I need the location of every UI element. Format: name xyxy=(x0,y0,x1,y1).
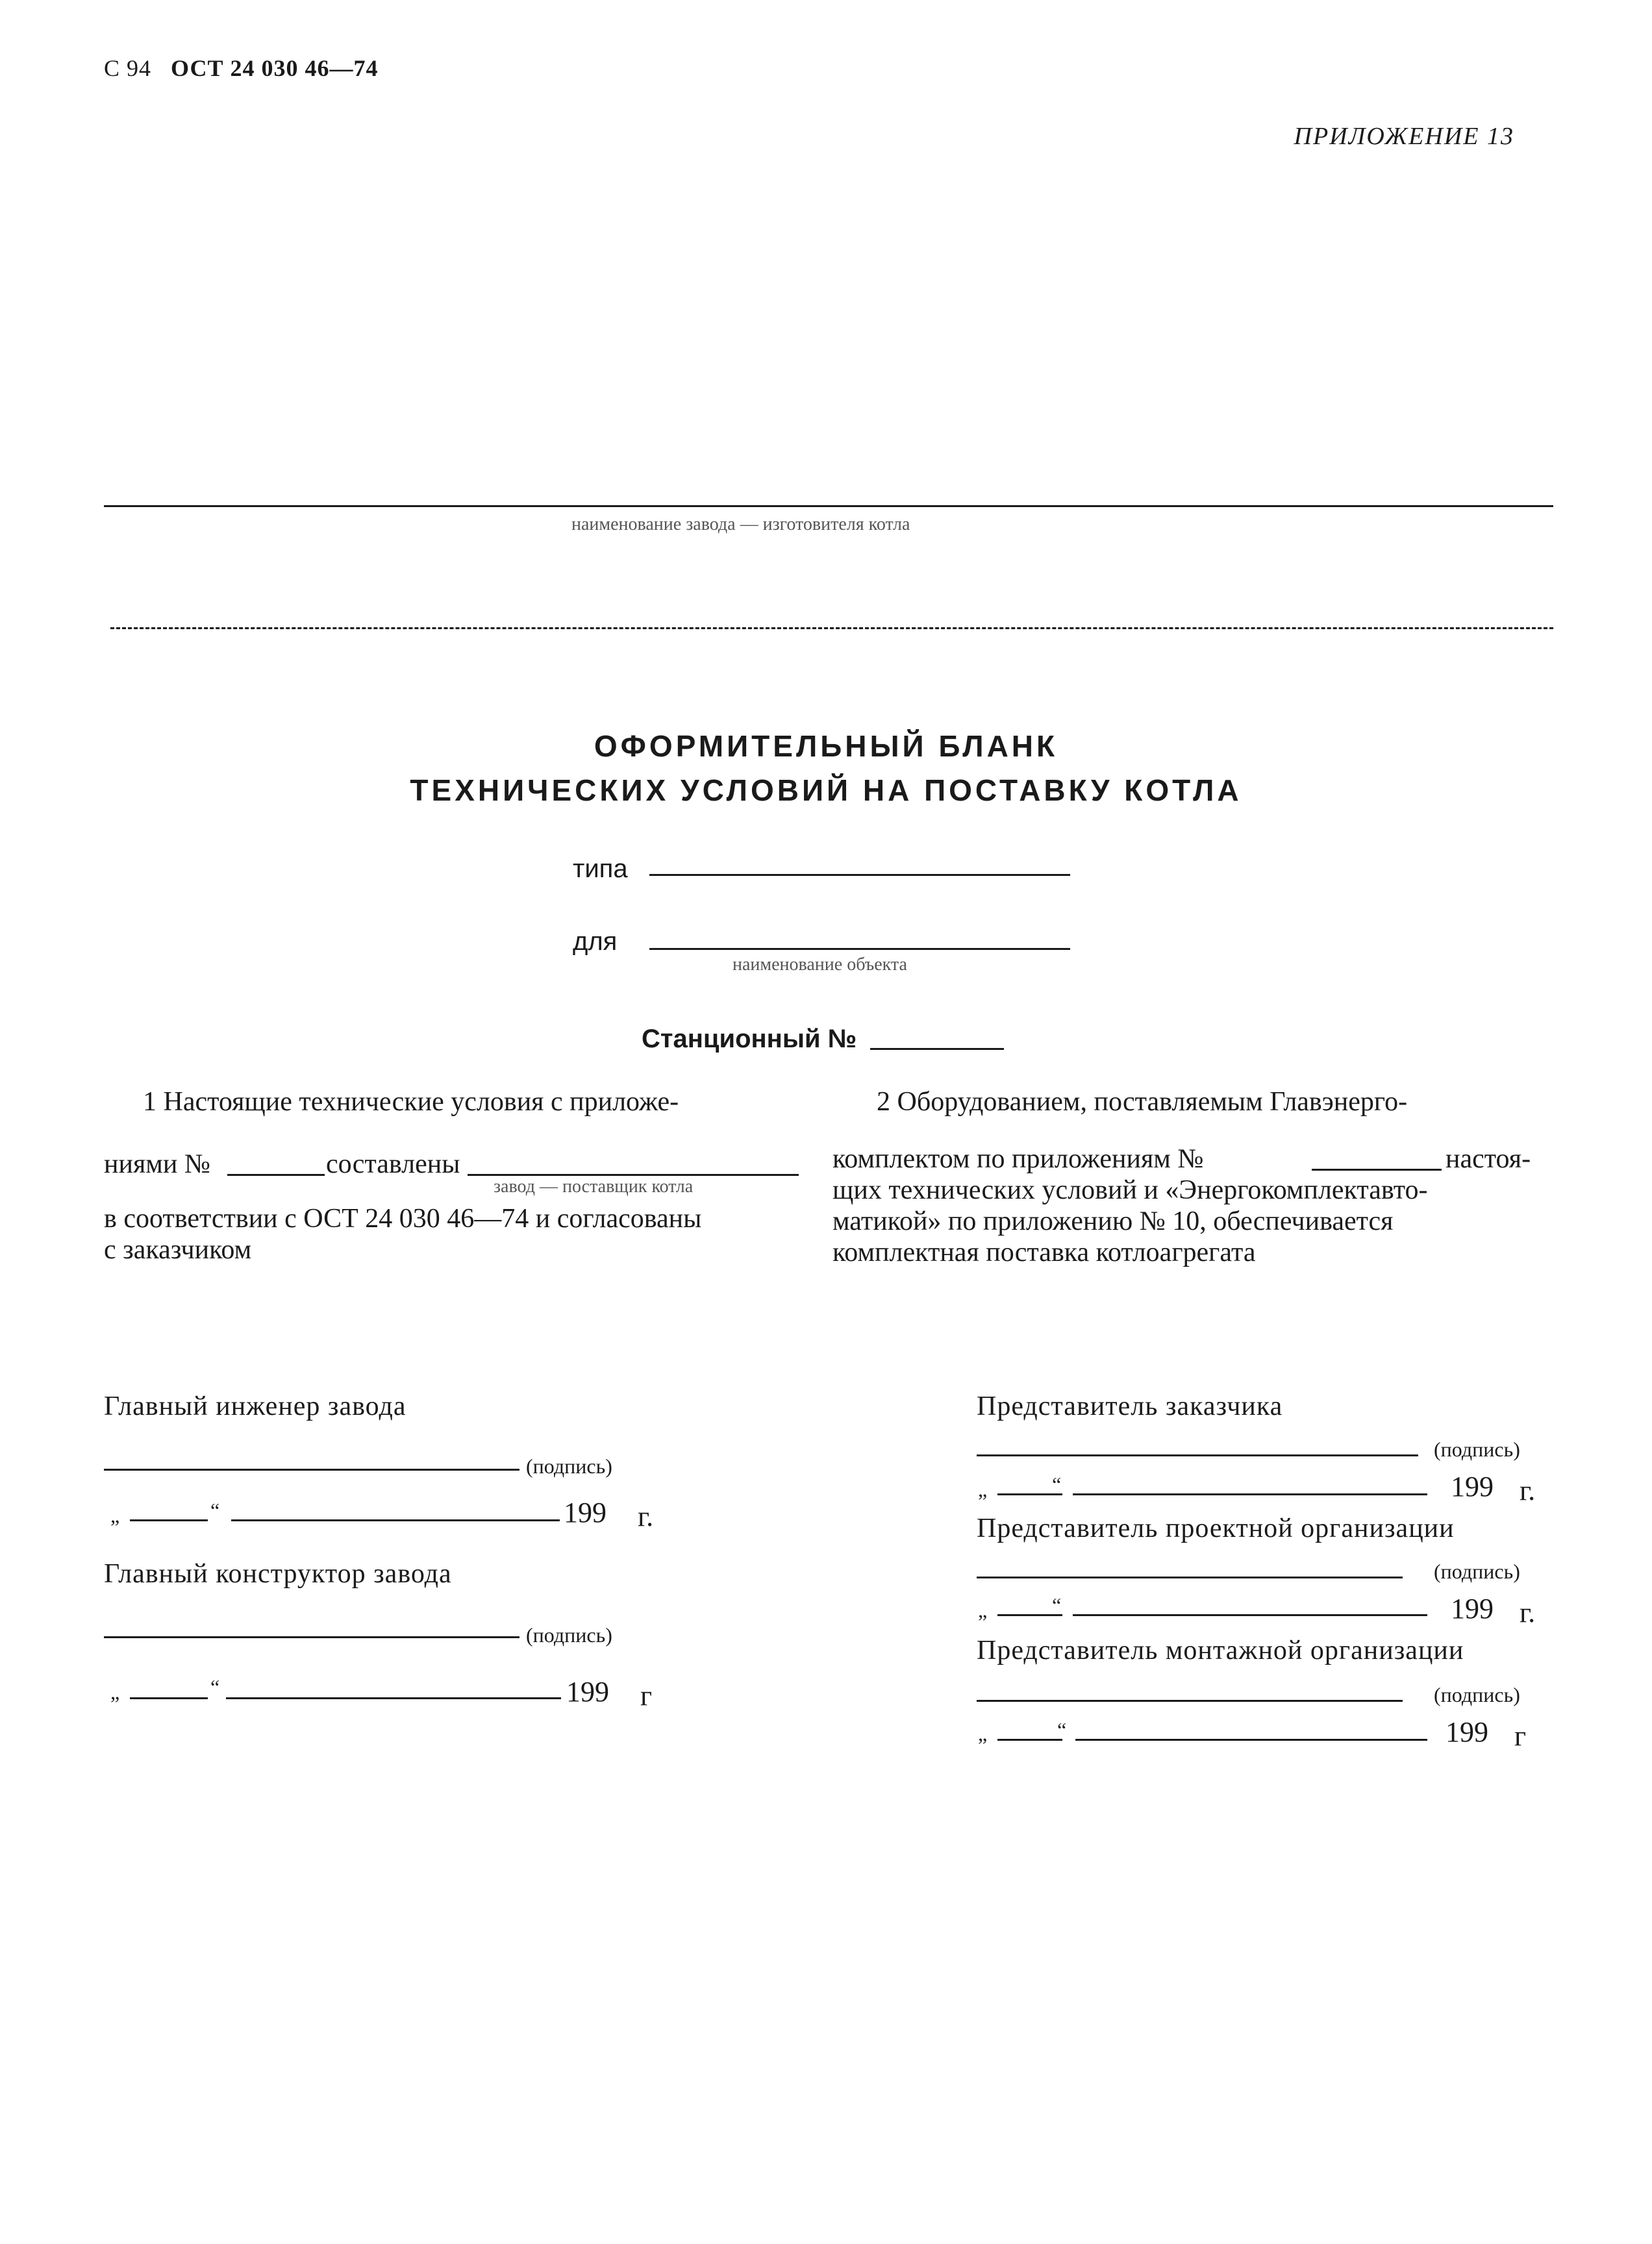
quote-close: “ xyxy=(1052,1473,1062,1496)
form-title-line2: ТЕХНИЧЕСКИХ УСЛОВИЙ НА ПОСТАВКУ КОТЛА xyxy=(410,773,1242,807)
clause1-line4: с заказчиком xyxy=(104,1235,252,1265)
clause1-ninyami-label: ниями № xyxy=(104,1149,210,1179)
type-field[interactable] xyxy=(649,874,1070,876)
chief-engineer-year: 199 xyxy=(564,1497,607,1528)
chief-engineer-signature-caption: (подпись) xyxy=(526,1454,612,1478)
manufacturer-caption: наименование завода — изготовителя котла xyxy=(571,514,910,534)
chief-engineer-label: Главный инженер завода xyxy=(104,1391,407,1421)
chief-designer-year: 199 xyxy=(566,1676,609,1708)
chief-engineer-signature-line[interactable] xyxy=(104,1469,519,1471)
for-caption: наименование объекта xyxy=(732,954,907,975)
quote-close: “ xyxy=(210,1675,220,1699)
page-header xyxy=(104,55,378,82)
clause2-line2a: комплектом по приложениям № xyxy=(832,1144,1204,1174)
chief-engineer-year-unit: г. xyxy=(638,1501,654,1532)
chief-designer-label: Главный конструктор завода xyxy=(104,1559,452,1589)
install-org-rep-signature-caption: (подпись) xyxy=(1434,1683,1520,1706)
customer-rep-signature-caption: (подпись) xyxy=(1434,1438,1520,1461)
design-org-rep-signature-caption: (подпись) xyxy=(1434,1560,1520,1583)
for-label: для xyxy=(573,927,618,956)
for-field[interactable] xyxy=(649,948,1070,950)
page-number: С 94 xyxy=(104,55,152,81)
quote-close: “ xyxy=(210,1499,220,1522)
type-label: типа xyxy=(573,854,628,883)
second-blank-line[interactable] xyxy=(110,627,1553,629)
form-title-line1: ОФОРМИТЕЛЬНЫЙ БЛАНК xyxy=(594,729,1058,763)
chief-designer-year-unit: г xyxy=(640,1680,653,1712)
quote-close: “ xyxy=(1057,1718,1067,1741)
install-org-rep-signature-line[interactable] xyxy=(977,1700,1403,1702)
customer-rep-signature-line[interactable] xyxy=(977,1454,1418,1456)
chief-engineer-month-field[interactable] xyxy=(231,1519,560,1521)
clause2-line2b: настоя- xyxy=(1446,1144,1531,1174)
design-org-rep-signature-line[interactable] xyxy=(977,1577,1403,1578)
design-org-rep-year-unit: г. xyxy=(1520,1597,1536,1628)
clause1-supplier-field[interactable] xyxy=(468,1174,799,1176)
clause1-appendix-number-field[interactable] xyxy=(227,1174,325,1176)
station-number-field[interactable] xyxy=(870,1048,1004,1050)
clause1-line3: в соответствии с ОСТ 24 030 46—74 и согласованы xyxy=(104,1204,702,1234)
quote-open: „ xyxy=(978,1599,988,1622)
design-org-rep-label: Представитель проектной организации xyxy=(977,1514,1455,1543)
clause1-supplier-caption: завод — поставщик котла xyxy=(494,1177,694,1197)
appendix-label: ПРИЛОЖЕНИЕ 13 xyxy=(1294,123,1514,150)
clause2-appendix-number-field[interactable] xyxy=(1312,1169,1442,1171)
customer-rep-month-field[interactable] xyxy=(1073,1493,1427,1495)
standard-code: ОСТ 24 030 46—74 xyxy=(171,55,379,81)
chief-engineer-day-field[interactable] xyxy=(130,1519,208,1521)
quote-open: „ xyxy=(110,1504,120,1527)
chief-designer-signature-caption: (подпись) xyxy=(526,1623,612,1647)
design-org-rep-month-field[interactable] xyxy=(1073,1614,1427,1616)
clause2-line4: матикой» по приложению № 10, обеспечивается xyxy=(832,1206,1394,1236)
chief-designer-month-field[interactable] xyxy=(226,1697,561,1699)
chief-designer-day-field[interactable] xyxy=(130,1697,208,1699)
customer-rep-year: 199 xyxy=(1451,1471,1494,1502)
install-org-rep-year: 199 xyxy=(1446,1716,1488,1748)
design-org-rep-year: 199 xyxy=(1451,1593,1494,1625)
clause2-line5: комплектная поставка котлоагрегата xyxy=(832,1238,1256,1267)
quote-close: “ xyxy=(1052,1593,1062,1617)
chief-designer-signature-line[interactable] xyxy=(104,1636,519,1638)
install-org-rep-day-field[interactable] xyxy=(997,1739,1062,1741)
install-org-rep-label: Представитель монтажной организации xyxy=(977,1636,1464,1665)
install-org-rep-month-field[interactable] xyxy=(1075,1739,1427,1741)
manufacturer-name-line[interactable] xyxy=(104,505,1553,507)
quote-open: „ xyxy=(978,1478,988,1501)
customer-rep-label: Представитель заказчика xyxy=(977,1391,1283,1421)
quote-open: „ xyxy=(110,1680,120,1704)
clause1-sostavleny-label: составлены xyxy=(326,1149,460,1179)
station-number-label: Станционный № xyxy=(642,1025,857,1053)
customer-rep-year-unit: г. xyxy=(1520,1475,1536,1506)
install-org-rep-year-unit: г xyxy=(1514,1720,1527,1752)
clause2-line1: 2 Оборудованием, поставляемым Главэнерго- xyxy=(877,1087,1408,1117)
clause2-line3: щих технических условий и «Энергокомплектавто- xyxy=(832,1175,1428,1205)
clause1-line1: 1 Настоящие технические условия с приложе- xyxy=(143,1087,679,1117)
quote-open: „ xyxy=(978,1722,988,1745)
